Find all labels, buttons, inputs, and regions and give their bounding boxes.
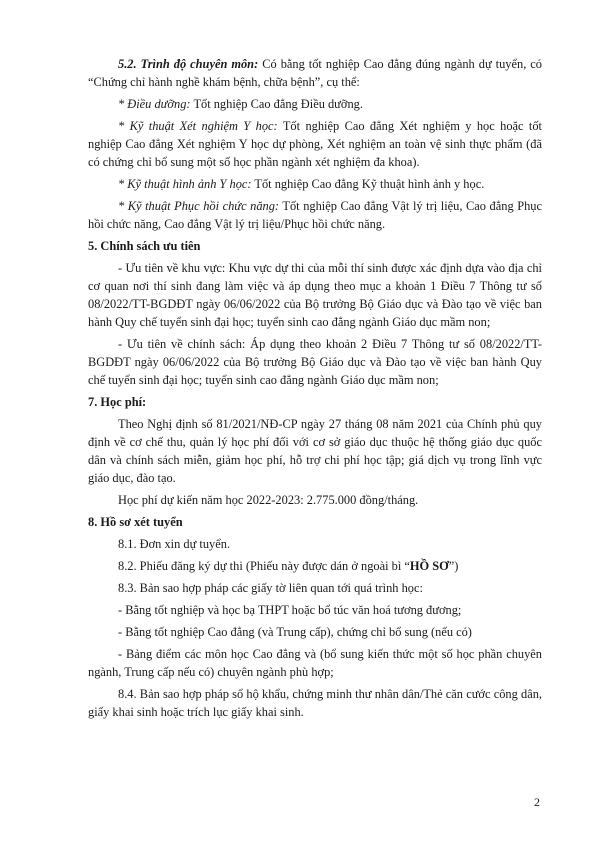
item-text: Tốt nghiệp Cao đẳng Xét nghiệm y học hoặc tốt nghiệp Cao đẳng Xét nghiệm Y học dự phòng, Xét nghiệm an toàn vệ sinh thực phẩm (đã có chứng chỉ bổ sung một số học phần ngành xét nghiệm đa khoa). xyxy=(88,119,542,169)
item-phuc-hoi xyxy=(88,197,542,233)
dossier-8-3-sub: - Bằng tốt nghiệp và học bạ THPT hoặc bổ túc văn hoá tương đương; xyxy=(118,603,462,617)
page-content xyxy=(88,55,542,725)
item-label: * Kỹ thuật Xét nghiệm Y học: xyxy=(118,119,278,133)
item-label: * Điều dưỡng: xyxy=(118,97,191,111)
dossier-8-2 xyxy=(88,557,542,575)
item-label: * Kỹ thuật Phục hồi chức năng: xyxy=(118,199,280,213)
dossier-8-1: 8.1. Đơn xin dự tuyển. xyxy=(118,537,231,551)
item-xet-nghiem xyxy=(88,117,542,171)
tuition-amount: Học phí dự kiến năm học 2022-2023: 2.775.000 đồng/tháng. xyxy=(118,493,419,507)
dossier-8-4: 8.4. Bản sao hợp pháp sổ hộ khẩu, chứng minh thư nhân dân/Thẻ căn cước công dân, giấy khai sinh hoặc trích lục giấy khai sinh. xyxy=(88,687,542,719)
dossier-8-2-post: ”) xyxy=(448,559,459,573)
section-5-heading: 5. Chính sách ưu tiên xyxy=(88,239,201,253)
section-5-2-label: 5.2. Trình độ chuyên môn: xyxy=(118,57,259,71)
priority-region: - Ưu tiên về khu vực: Khu vực dự thi của mỗi thí sinh được xác định dựa vào địa chỉ cơ quan nơi thí sinh đang làm việc và áp dụng theo mục a khoản 1 Điều 7 Thông tư số 08/2022/TT-BGDĐT ngày 06/06/2022 của Bộ trưởng Bộ Giáo dục và Đào tạo về việc ban hành Quy chế tuyển sinh đại học; tuyển sinh cao đẳng ngành Giáo dục mầm non; xyxy=(88,261,542,329)
dossier-8-2-bold: HỒ SƠ xyxy=(409,559,449,573)
item-text: Tốt nghiệp Cao đẳng Vật lý trị liệu, Cao đẳng Phục hồi chức năng, Cao đẳng Vật lý trị liệu/Phục hồi chức năng. xyxy=(88,199,542,231)
dossier-8-2-pre: 8.2. Phiếu đăng ký dự thi (Phiếu này được dán ở ngoài bì “ xyxy=(118,559,410,573)
section-7-heading: 7. Học phí: xyxy=(88,395,147,409)
section-8-heading: 8. Hồ sơ xét tuyển xyxy=(88,515,183,529)
dossier-8-3-sub: - Bằng tốt nghiệp Cao đẳng (và Trung cấp), chứng chỉ bổ sung (nếu có) xyxy=(118,625,472,639)
dossier-8-3-sub: - Bảng điểm các môn học Cao đẳng và (bổ sung kiến thức một số học phần chuyên ngành, Trung cấp nếu có) chuyên ngành phù hợp; xyxy=(88,647,542,679)
dossier-8-3: 8.3. Bản sao hợp pháp các giấy tờ liên quan tới quá trình học: xyxy=(118,581,423,595)
section-5-2 xyxy=(88,55,542,91)
item-text: Tốt nghiệp Cao đẳng Điều dưỡng. xyxy=(193,97,363,111)
item-text: Tốt nghiệp Cao đẳng Kỹ thuật hình ảnh y học. xyxy=(254,177,485,191)
item-dieu-duong xyxy=(88,95,542,113)
page-number: 2 xyxy=(534,795,540,809)
tuition-decree: Theo Nghị định số 81/2021/NĐ-CP ngày 27 tháng 08 năm 2021 của Chính phủ quy định về cơ chế thu, quản lý học phí đối với cơ sở giáo dục thuộc hệ thống giáo dục quốc dân và chính sách miễn, giảm học phí, hỗ trợ chi phí học tập; giá dịch vụ trong lĩnh vực giáo dục, đào tạo. xyxy=(88,417,542,485)
section-5-2-text: Có bằng tốt nghiệp Cao đẳng đúng ngành dự tuyển, có “Chứng chỉ hành nghề khám bệnh, chữa bệnh”, cụ thể: xyxy=(88,57,542,89)
item-hinh-anh xyxy=(88,175,542,193)
priority-policy: - Ưu tiên về chính sách: Áp dụng theo khoản 2 Điều 7 Thông tư số 08/2022/TT-BGDĐT ngày 06/06/2022 của Bộ trưởng Bộ Giáo dục và Đào tạo về việc ban hành Quy chế tuyển sinh đại học; tuyển sinh cao đẳng ngành Giáo dục mầm non; xyxy=(88,337,542,387)
item-label: * Kỹ thuật hình ảnh Y học: xyxy=(118,177,252,191)
